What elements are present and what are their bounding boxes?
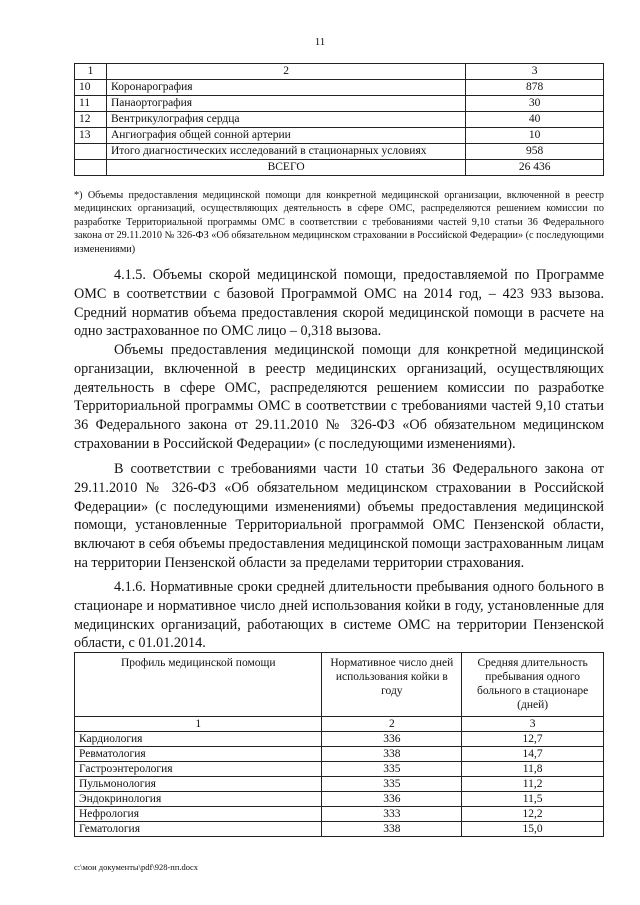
header-avg-stay: Средняя длительность пребывания одного больного в стационаре (дней) — [462, 653, 604, 717]
total-row — [75, 160, 604, 176]
header-bed-days: Нормативное число дней использования койки в году — [322, 653, 462, 717]
days-cell: 338 — [322, 747, 462, 762]
column-number: 3 — [462, 717, 604, 732]
profile-cell: Пульмонология — [75, 777, 322, 792]
avg-cell: 12,2 — [462, 807, 604, 822]
avg-cell: 15,0 — [462, 822, 604, 837]
row-number: 12 — [75, 112, 107, 128]
profile-cell: Гастроэнтерология — [75, 762, 322, 777]
paragraph-territory: В соответствии с требованиями части 10 статьи 36 Федерального закона от 29.11.2010 № 326-ФЗ «Об обязательном медицинском страховании в Российской Федерации» (с последующими изменениями) объемы предоставления медицинской помощи, установленные Территориальной программой ОМС Пензенской области, включают в себя объемы предоставления медицинской помощи застрахованным лицам на территории Пензенской области за пределами территории страхования. — [74, 461, 604, 571]
days-cell: 336 — [322, 732, 462, 747]
table-row — [75, 777, 604, 792]
bed-days-table — [74, 652, 604, 837]
row-value: 30 — [466, 96, 604, 112]
subtotal-label: Итого диагностических исследований в стационарных условиях — [106, 144, 465, 160]
profile-cell: Кардиология — [75, 732, 322, 747]
days-cell: 335 — [322, 777, 462, 792]
numbering-row — [75, 717, 604, 732]
days-cell: 338 — [322, 822, 462, 837]
total-label: ВСЕГО — [106, 160, 465, 176]
paragraph-4-1-5: 4.1.5. Объемы скорой медицинской помощи, предоставляемой по Программе ОМС в соответствии с базовой Программой ОМС на 2014 год, – 423 933 вызова. Средний норматив объема предоставления скорой медицинской помощи в расчете на одно застрахованное по ОМС лицо – 0,318 вызова. — [74, 267, 604, 340]
row-value: 40 — [466, 112, 604, 128]
file-path: c:\мои документы\pdf\928-пп.docx — [74, 862, 199, 872]
table-header-row — [75, 653, 604, 717]
diagnostics-table — [74, 63, 604, 176]
paragraph-4-1-6: 4.1.6. Нормативные сроки средней длительности пребывания одного больного в стационаре и нормативное число дней использования койки в году, установленные для медицинских организаций, работающих в системе ОМС на территории Пензенской области, с 01.01.2014. — [74, 579, 604, 652]
avg-cell: 14,7 — [462, 747, 604, 762]
header-cell: 1 — [75, 64, 107, 80]
days-cell: 336 — [322, 792, 462, 807]
row-number: 13 — [75, 128, 107, 144]
table-row — [75, 112, 604, 128]
paragraph-distribution: Объемы предоставления медицинской помощи для конкретной медицинской организации, включенной в реестр медицинских организаций, осуществляющих деятельность в сфере ОМС, распределяются решением комиссии по разработке Территориальной программы ОМС в соответствии с требованиями частей 9,10 статьи 36 Федерального закона от 29.11.2010 № 326-ФЗ «Об обязательном медицинском страховании в Российской Федерации» (с последующими изменениями). — [74, 342, 604, 452]
table-row — [75, 792, 604, 807]
row-name: Панаортография — [106, 96, 465, 112]
column-number: 1 — [75, 717, 322, 732]
table-row — [75, 807, 604, 822]
profile-cell: Гематология — [75, 822, 322, 837]
row-value: 10 — [466, 128, 604, 144]
header-cell: 2 — [106, 64, 465, 80]
subtotal-value: 958 — [466, 144, 604, 160]
avg-cell: 12,7 — [462, 732, 604, 747]
row-name: Вентрикулография сердца — [106, 112, 465, 128]
column-number: 2 — [322, 717, 462, 732]
profile-cell: Нефрология — [75, 807, 322, 822]
row-name: Коронарография — [106, 80, 465, 96]
row-number: 11 — [75, 96, 107, 112]
avg-cell: 11,2 — [462, 777, 604, 792]
table-row — [75, 762, 604, 777]
profile-cell: Эндокринология — [75, 792, 322, 807]
page-number: 11 — [314, 36, 326, 48]
avg-cell: 11,8 — [462, 762, 604, 777]
table-row — [75, 747, 604, 762]
profile-cell: Ревматология — [75, 747, 322, 762]
days-cell: 333 — [322, 807, 462, 822]
table-row — [75, 80, 604, 96]
footnote: *) Объемы предоставления медицинской помощи для конкретной медицинской организации, включенной в реестр медицинских организаций, осуществляющих деятельность в сфере ОМС, распределяются решением комиссии по разработке Территориальной программы ОМС в соответствии с требованиями частей 9,10 статьи 36 Федерального закона от 29.11.2010 № 326-ФЗ «Об обязательном медицинском страховании в Российской Федерации» (с последующими изменениями) — [74, 190, 604, 255]
header-cell: 3 — [466, 64, 604, 80]
avg-cell: 11,5 — [462, 792, 604, 807]
row-name: Ангиография общей сонной артерии — [106, 128, 465, 144]
table-row — [75, 128, 604, 144]
days-cell: 335 — [322, 762, 462, 777]
table-row — [75, 96, 604, 112]
header-profile: Профиль медицинской помощи — [75, 653, 322, 717]
table-row — [75, 822, 604, 837]
row-value: 878 — [466, 80, 604, 96]
row-number: 10 — [75, 80, 107, 96]
subtotal-row — [75, 144, 604, 160]
table-header-row — [75, 64, 604, 80]
total-value: 26 436 — [466, 160, 604, 176]
table-row — [75, 732, 604, 747]
